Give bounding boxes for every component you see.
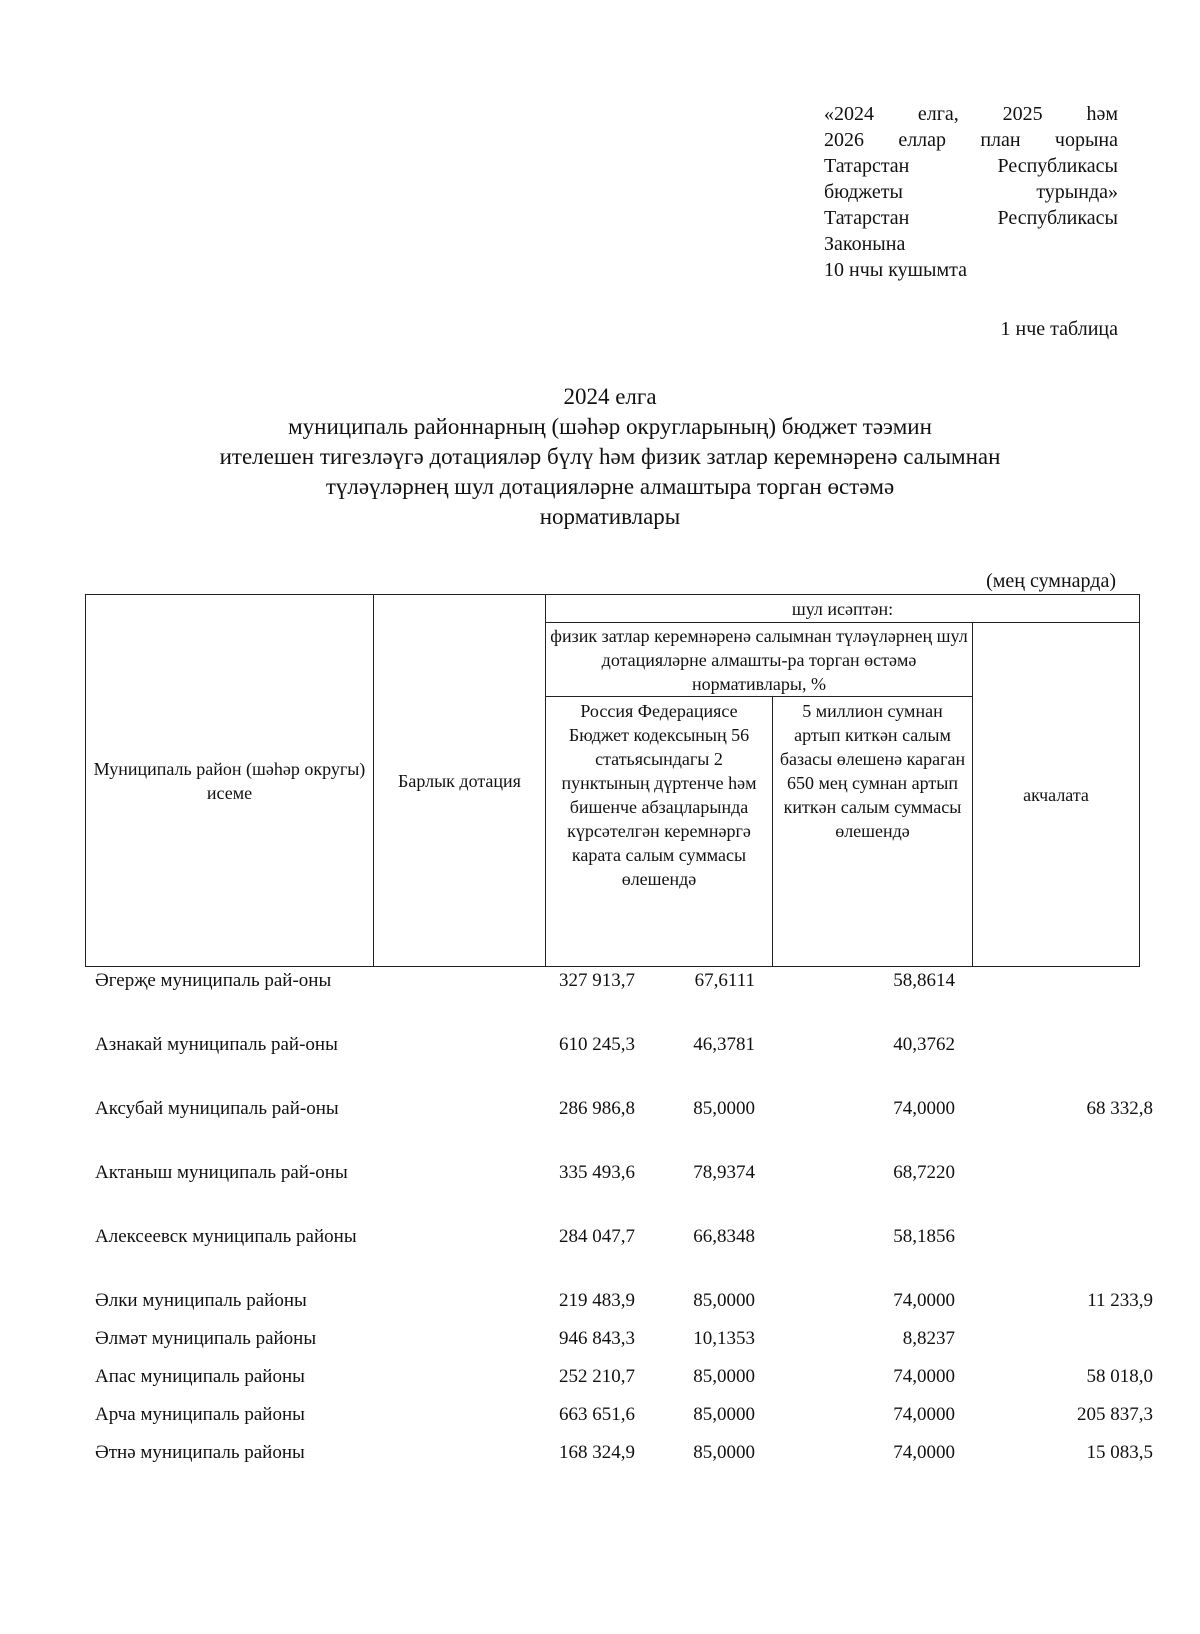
- title-line: ителешен тигезләүгә дотацияләр бүлү һәм физик затлар керемнәренә салымнан: [219, 444, 1001, 469]
- row-name: Аксубай муниципаль рай-оны: [95, 1098, 339, 1119]
- units-label: (мең сумнарда): [986, 570, 1116, 592]
- row-total: 252 210,7: [559, 1366, 635, 1387]
- table-row: [95, 1326, 1135, 1364]
- table-row: [95, 1364, 1153, 1402]
- row-name: Әлмәт муниципаль районы: [95, 1328, 317, 1349]
- table-number: 1 нче таблица: [1000, 318, 1118, 340]
- row-total: 284 047,7: [559, 1226, 635, 1247]
- table-header: [85, 594, 1140, 967]
- header-of-which: шул исәптән:: [546, 595, 1140, 623]
- row-5m: 58,8614: [893, 970, 955, 991]
- row-rf: 85,0000: [693, 1404, 755, 1425]
- title-line: түләүләрнең шул дотацияләрне алмаштыра торган өстәмә: [325, 474, 895, 499]
- table-row: [95, 1440, 1153, 1478]
- row-5m: 58,1856: [893, 1226, 955, 1247]
- title-line: муниципаль районнарның (шәһәр округларының) бюджет тәэмин: [288, 414, 932, 439]
- reference-line: «2024 елга, 2025 һәм: [824, 103, 1118, 125]
- header-municipality: Муниципаль район (шәһәр округы) исеме: [86, 595, 374, 967]
- header-total: Барлык дотация: [374, 595, 546, 967]
- row-cash: 205 837,3: [1077, 1404, 1153, 1425]
- row-name: Әгерҗе муниципаль рай-оны: [95, 970, 332, 991]
- row-5m: 74,0000: [893, 1098, 955, 1119]
- reference-line: 2026 еллар план чорына: [824, 129, 1118, 151]
- row-name: Актаныш муниципаль рай-оны: [95, 1162, 348, 1183]
- table-row: [95, 1224, 1135, 1288]
- row-5m: 40,3762: [893, 1034, 955, 1055]
- header-norms: физик затлар керемнәренә салымнан түләүләрнең шул дотацияләрне алмашты-ра торган өстәмә нормативлары, %: [546, 623, 973, 697]
- row-rf: 85,0000: [693, 1366, 755, 1387]
- row-total: 219 483,9: [559, 1290, 635, 1311]
- row-cash: 68 332,8: [1086, 1098, 1153, 1119]
- row-total: 168 324,9: [559, 1442, 635, 1463]
- row-name: Апас муниципаль районы: [95, 1366, 305, 1387]
- table-row: [95, 1032, 1135, 1096]
- row-rf: 85,0000: [693, 1290, 755, 1311]
- reference-line: Татарстан Республикасы: [824, 207, 1118, 229]
- row-cash: 58 018,0: [1086, 1366, 1153, 1387]
- reference-line: бюджеты турында»: [824, 181, 1118, 203]
- row-name: Арча муниципаль районы: [95, 1404, 305, 1425]
- row-rf: 85,0000: [693, 1098, 755, 1119]
- row-5m: 74,0000: [893, 1442, 955, 1463]
- row-total: 335 493,6: [559, 1162, 635, 1183]
- row-rf: 66,8348: [693, 1226, 755, 1247]
- row-5m: 68,7220: [893, 1162, 955, 1183]
- header-5m: 5 миллион сумнан артып киткән салым базасы өлешенә караган 650 мең сумнан артып киткән салым суммасы өлешендә: [773, 697, 973, 967]
- header-rf-code: Россия Федерациясе Бюджет кодексының 56 статьясындагы 2 пунктының дүртенче һәм бишенче абзацларында күрсәтелгән керемнәргә карата салым суммасы өлешендә: [546, 697, 773, 967]
- reference-line: Татарстан Республикасы: [824, 155, 1118, 177]
- row-rf: 78,9374: [693, 1162, 755, 1183]
- row-total: 327 913,7: [559, 970, 635, 991]
- reference-block: [824, 101, 1118, 283]
- row-5m: 8,8237: [902, 1328, 955, 1349]
- row-rf: 46,3781: [693, 1034, 755, 1055]
- row-rf: 85,0000: [693, 1442, 755, 1463]
- reference-line: Законына: [824, 233, 906, 255]
- row-5m: 74,0000: [893, 1290, 955, 1311]
- title-line: 2024 елга: [563, 384, 657, 409]
- header-cash: акчалата: [973, 623, 1140, 967]
- row-name: Әтнә муниципаль районы: [95, 1442, 305, 1463]
- table-row: [95, 968, 1135, 1032]
- row-rf: 10,1353: [693, 1328, 755, 1349]
- row-5m: 74,0000: [893, 1366, 955, 1387]
- table-body: [95, 968, 1153, 1478]
- row-total: 610 245,3: [559, 1034, 635, 1055]
- table-row: [95, 1096, 1153, 1160]
- document-title: [90, 382, 1130, 532]
- table-row: [95, 1402, 1153, 1440]
- row-name: Алексеевск муниципаль районы: [95, 1226, 357, 1247]
- row-name: Әлки муниципаль районы: [95, 1290, 307, 1311]
- row-total: 946 843,3: [559, 1328, 635, 1349]
- table-row: [95, 1288, 1153, 1326]
- row-cash: 11 233,9: [1087, 1290, 1153, 1311]
- row-cash: 15 083,5: [1086, 1442, 1153, 1463]
- title-line: нормативлары: [539, 504, 681, 529]
- row-rf: 67,6111: [694, 970, 755, 991]
- row-name: Азнакай муниципаль рай-оны: [95, 1034, 338, 1055]
- row-total: 663 651,6: [559, 1404, 635, 1425]
- row-5m: 74,0000: [893, 1404, 955, 1425]
- row-total: 286 986,8: [559, 1098, 635, 1119]
- reference-line: 10 нчы кушымта: [824, 259, 967, 281]
- table-row: [95, 1160, 1135, 1224]
